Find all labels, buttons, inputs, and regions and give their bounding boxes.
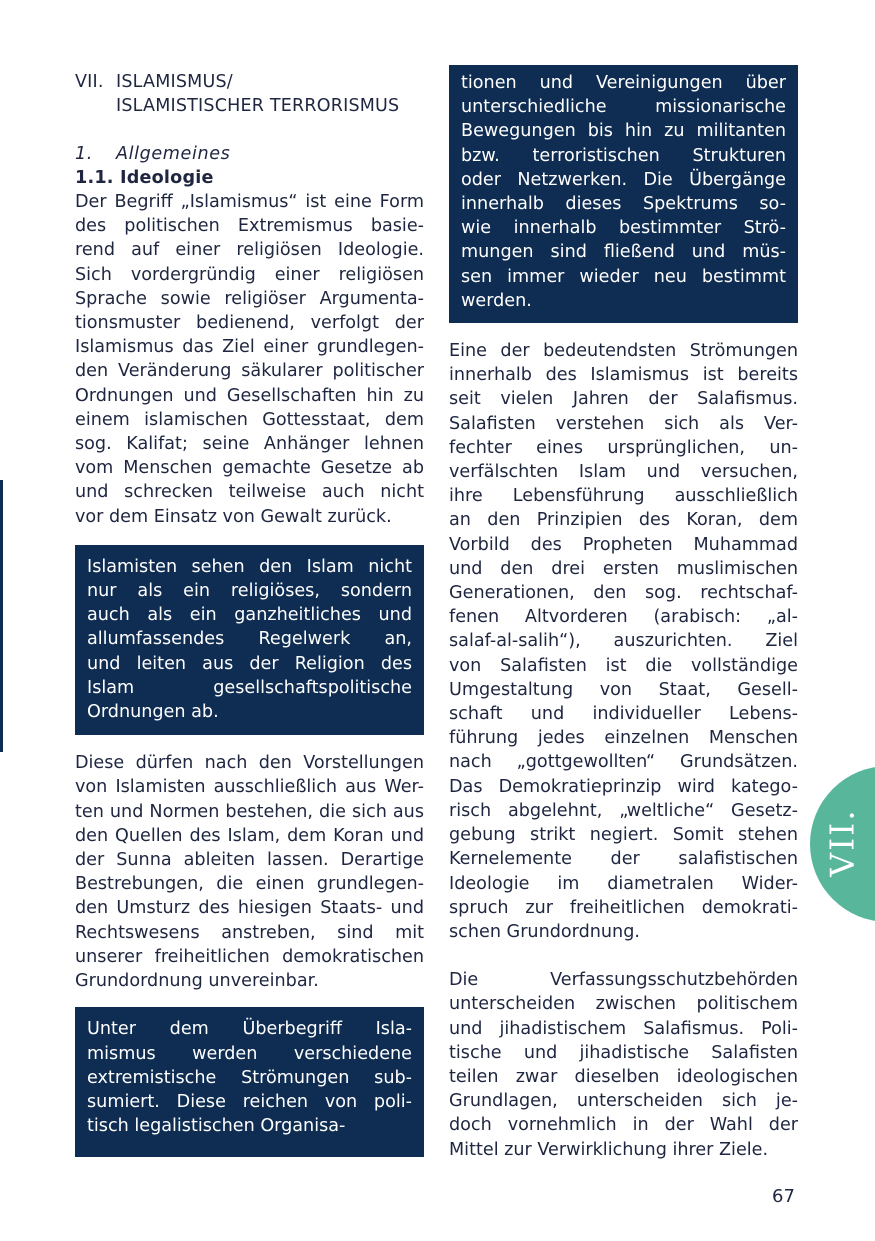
text-line: und den drei ersten muslimischen: [449, 558, 798, 579]
highlight-box-islamists: [75, 545, 424, 735]
text-line: des politischen Extremismus basie-: [75, 216, 424, 237]
text-line: tisch legalistischen Organisa-: [87, 1116, 346, 1137]
text-line: und leiten aus der Religion des: [87, 653, 412, 674]
page-number: 67: [772, 1186, 795, 1207]
left-column: [75, 70, 424, 1157]
text-line: den Umsturz des hiesigen Staats- und: [75, 898, 424, 919]
text-line: werden.: [461, 290, 532, 311]
text-line: Rechtswesens anstreben, sind mit: [75, 922, 424, 943]
text-line: Islam gesellschaftspolitische: [87, 677, 412, 698]
text-line: Diese dürfen nach den Vorstellungen: [75, 753, 424, 774]
text-line: und jihadistischem Salafismus. Poli-: [449, 1018, 798, 1039]
text-line: vom Menschen gemachte Gesetze ab: [75, 458, 424, 479]
text-line: ten und Normen bestehen, die sich aus: [75, 801, 424, 822]
margin-rule: [0, 480, 3, 752]
text-line: an den Prinzipien des Koran, dem: [449, 510, 798, 531]
text-line: mungen sind fließend und müs-: [461, 242, 786, 263]
text-line: unterschiedliche missionarische: [461, 97, 786, 118]
text-line: Grundordnung unvereinbar.: [75, 971, 319, 992]
text-line: verfälschten Islam und versuchen,: [449, 462, 798, 483]
text-line: seit vielen Jahren der Salafismus.: [449, 389, 798, 410]
text-line: extremistische Strömungen sub-: [87, 1067, 412, 1088]
text-line: Vorbild des Propheten Muhammad: [449, 534, 798, 555]
text-line: sumiert. Diese reichen von poli-: [87, 1091, 412, 1112]
text-line: Sich vordergründig einer religiösen: [75, 264, 424, 285]
text-line: Umgestaltung von Staat, Gesell-: [449, 679, 798, 700]
text-line: Eine der bedeutendsten Strömungen: [449, 341, 798, 362]
text-line: von Islamisten ausschließlich aus Wer-: [75, 777, 424, 798]
text-line: Unter dem Überbegriff Isla-: [87, 1019, 412, 1040]
paragraph-norms: [75, 751, 424, 993]
text-line: von Salafisten ist die vollständige: [449, 655, 798, 676]
text-line: vor dem Einsatz von Gewalt zurück.: [75, 506, 392, 527]
paragraph-distinction: [449, 968, 798, 1162]
text-line: tionsmuster bedienend, verfolgt der: [75, 313, 424, 334]
section-heading: [75, 142, 424, 166]
chapter-heading: [75, 70, 424, 118]
text-line: mismus werden verschiedene: [87, 1043, 412, 1064]
text-line: nach „gottgewollten“ Grundsätzen.: [449, 752, 798, 773]
section-number: 1.: [75, 144, 93, 164]
text-line: ihre Lebensführung ausschließlich: [449, 486, 798, 507]
text-line: tionen und Vereinigungen über: [461, 73, 786, 93]
text-line: auch als ein ganzheitliches und: [87, 605, 412, 626]
chapter-title-line1: ISLAMISMUS/: [116, 72, 233, 92]
text-line: schaft und individueller Lebens-: [449, 704, 798, 725]
text-line: Islamisten sehen den Islam nicht: [87, 556, 412, 577]
chapter-number: VII.: [75, 72, 104, 92]
text-line: einem islamischen Gottesstaat, dem: [75, 409, 424, 430]
text-line: bzw. terroristischen Strukturen: [461, 145, 786, 166]
text-line: Der Begriff „Islamismus“ ist eine Form: [75, 192, 424, 212]
text-line: Das Demokratieprinzip wird katego-: [449, 776, 798, 797]
text-line: rend auf einer religiösen Ideologie.: [75, 240, 424, 261]
text-line: innerhalb dieses Spektrums so-: [461, 194, 786, 215]
highlight-box-overview-continued: [449, 65, 798, 323]
text-line: Die Verfassungsschutzbehörden: [449, 970, 798, 991]
text-line: Kernelemente der salafistischen: [449, 849, 798, 870]
text-line: der Sunna ableiten lassen. Derartige: [75, 850, 424, 871]
text-line: oder Netzwerken. Die Übergänge: [461, 169, 786, 190]
subsection-heading: 1.1. Ideologie: [75, 168, 214, 188]
text-line: Grundlagen, unterscheiden sich je-: [449, 1091, 798, 1112]
text-line: Ordnungen und Gesellschaften hin zu: [75, 385, 424, 406]
text-line: unserer freiheitlichen demokratischen: [75, 946, 424, 967]
text-line: sog. Kalifat; seine Anhänger lehnen: [75, 434, 424, 455]
highlight-box-overview: [75, 1007, 424, 1157]
text-line: Islamismus das Ziel einer grundlegen-: [75, 337, 424, 358]
text-line: Salafisten verstehen sich als Ver-: [449, 413, 798, 434]
text-line: teilen zwar dieselben ideologischen: [449, 1066, 798, 1087]
text-line: gebung strikt negiert. Somit stehen: [449, 825, 798, 846]
text-line: Ideologie im diametralen Wider-: [449, 873, 798, 894]
text-line: innerhalb des Islamismus ist bereits: [449, 365, 798, 386]
text-line: fechter eines ursprünglichen, un-: [449, 437, 798, 458]
text-line: salaf-al-salih“), auszurichten. Ziel: [449, 631, 798, 652]
text-line: den Quellen des Islam, dem Koran und: [75, 825, 424, 846]
text-line: führung jedes einzelnen Menschen: [449, 728, 798, 749]
chapter-title-line2: ISLAMISTISCHER TERRORISMUS: [116, 96, 400, 116]
text-line: Sprache sowie religiöser Argumenta-: [75, 288, 424, 309]
text-line: nur als ein religiöses, sondern: [87, 581, 412, 602]
text-line: spruch zur freiheitlichen demokrati-: [449, 897, 798, 918]
text-line: Mittel zur Verwirklichung ihrer Ziele.: [449, 1139, 769, 1160]
text-line: risch abgelehnt, „weltliche“ Gesetz-: [449, 800, 798, 821]
text-line: wie innerhalb bestimmter Strö-: [461, 218, 786, 239]
text-line: Generationen, den sog. rechtschaf-: [449, 583, 798, 604]
text-line: fenen Altvorderen (arabisch: „al-: [449, 607, 798, 628]
text-line: sen immer wieder neu bestimmt: [461, 266, 786, 287]
text-line: unterscheiden zwischen politischem: [449, 994, 798, 1015]
right-column: [449, 65, 798, 1162]
text-line: den Veränderung säkularer politischer: [75, 361, 424, 382]
text-line: doch vornehmlich in der Wahl der: [449, 1115, 798, 1136]
text-line: tische und jihadistische Salafisten: [449, 1042, 798, 1063]
text-line: Bewegungen bis hin zu militanten: [461, 121, 786, 142]
paragraph-salafism: [449, 339, 798, 944]
paragraph-intro: [75, 190, 424, 529]
text-line: und schrecken teilweise auch nicht: [75, 482, 424, 503]
text-line: Bestrebungen, die einen grundlegen-: [75, 874, 424, 895]
section-title: Allgemeines: [116, 144, 231, 164]
text-line: allumfassendes Regelwerk an,: [87, 629, 412, 650]
text-line: Ordnungen ab.: [87, 702, 219, 723]
text-line: schen Grundordnung.: [449, 921, 640, 942]
